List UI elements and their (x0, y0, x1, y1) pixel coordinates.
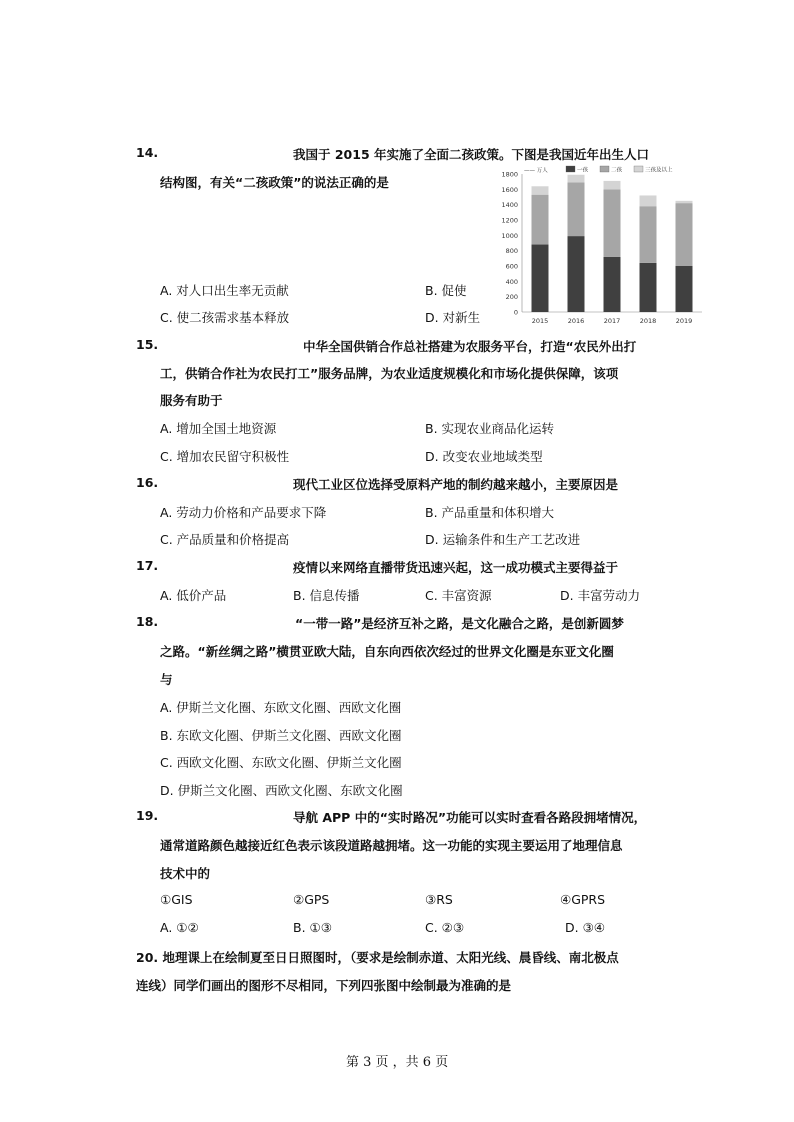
question-16-option-a: A. 劳动力价格和产品要求下降 (160, 505, 327, 520)
question-19-option-b: B. ①③ (293, 920, 332, 935)
question-15-option-b: B. 实现农业商品化运转 (425, 421, 555, 436)
question-14-option-c: C. 使二孩需求基本释放 (160, 310, 290, 325)
question-18-option-c: C. 西欧文化圈、东欧文化圈、伊斯兰文化圈 (160, 755, 402, 770)
bar-segment (640, 263, 657, 312)
legend-swatch (566, 166, 575, 172)
bar-segment (604, 257, 621, 312)
bar-segment (568, 236, 585, 312)
question-19-stem-line1: 导航 APP 中的“实时路况”功能可以实时查看各路段拥堵情况， (293, 810, 647, 825)
unit-label: —— 万人 (524, 168, 548, 174)
question-19-option-d: D. ③④ (565, 920, 605, 935)
x-tick-label: 2015 (531, 317, 549, 325)
question-17-option-a: A. 低价产品 (160, 588, 227, 603)
question-14-number: 14. (136, 145, 159, 160)
question-15-option-d: D. 改变农业地域类型 (425, 449, 543, 464)
question-14-stem-line1: 我国于 2015 年实施了全面二孩政策。下图是我国近年出生人口 (293, 147, 649, 162)
bar-segment (640, 206, 657, 263)
question-16-option-b: B. 产品重量和体积增大 (425, 505, 555, 520)
x-tick-label: 2018 (639, 317, 657, 325)
question-17-number: 17. (136, 558, 159, 573)
y-tick-label: 1200 (501, 216, 518, 225)
bar-segment (676, 266, 693, 312)
question-19-option-a: A. ①② (160, 920, 199, 935)
legend-swatch (634, 166, 643, 172)
bar-segment (676, 201, 693, 203)
y-tick-label: 600 (505, 262, 518, 271)
bar-segment (640, 195, 657, 206)
y-tick-label: 400 (505, 277, 518, 286)
question-15-stem-line2: 工，供销合作社为农民打工”服务品牌，为农业适度规模化和市场化提供保障，该项 (160, 366, 619, 381)
question-19-item-4: ④GPRS (560, 892, 606, 907)
bar-segment (568, 182, 585, 236)
legend-label: 二孩 (611, 167, 623, 174)
question-16-option-c: C. 产品质量和价格提高 (160, 532, 290, 547)
question-18-stem-line3: 与 (160, 672, 173, 687)
question-18-option-a: A. 伊斯兰文化圈、东欧文化圈、西欧文化圈 (160, 700, 402, 715)
question-19-item-3: ③RS (425, 892, 453, 907)
bar-segment (532, 186, 549, 194)
question-14-option-b: B. 促使 (425, 283, 467, 298)
birth-population-chart (488, 162, 710, 330)
question-18-stem-line1: “一带一路”是经济互补之路，是文化融合之路，是创新圆梦 (295, 616, 624, 631)
question-17-option-c: C. 丰富资源 (425, 588, 492, 603)
birth-population-chart-svg (488, 162, 710, 330)
bar-segment (604, 181, 621, 189)
question-19-option-c: C. ②③ (425, 920, 465, 935)
bar-segment (532, 195, 549, 245)
question-20-stem-line2: 连线）同学们画出的图形不尽相同，下列四张图中绘制最为准确的是 (136, 978, 512, 993)
question-14-option-d: D. 对新生 (425, 310, 481, 325)
question-16-stem: 现代工业区位选择受原料产地的制约越来越小，主要原因是 (293, 477, 619, 492)
question-19-stem-line2: 通常道路颜色越接近红色表示该段道路越拥堵。这一功能的实现主要运用了地理信息 (160, 838, 623, 853)
question-18-stem-line2: 之路。“新丝绸之路”横贯亚欧大陆，自东向西依次经过的世界文化圈是东亚文化圈 (160, 644, 614, 659)
x-tick-label: 2019 (675, 317, 693, 325)
question-14-stem-line2: 结构图，有关“二孩政策”的说法正确的是 (160, 175, 389, 190)
question-15-stem-line3: 服务有助于 (160, 393, 223, 408)
question-17-option-b: B. 信息传播 (293, 588, 360, 603)
question-15-option-a: A. 增加全国土地资源 (160, 421, 277, 436)
y-tick-label: 0 (513, 308, 518, 317)
x-tick-label: 2017 (603, 317, 621, 325)
legend-swatch (600, 166, 609, 172)
legend-label: 一孩 (577, 167, 589, 174)
y-tick-label: 1600 (501, 185, 518, 194)
x-tick-label: 2016 (567, 317, 585, 325)
question-19-item-1: ①GIS (160, 892, 193, 907)
bar-segment (568, 175, 585, 183)
question-20-stem-line1: 20. 地理课上在绘制夏至日日照图时，（要求是绘制赤道、太阳光线、晨昏线、南北极点 (136, 950, 619, 965)
bar-segment (676, 203, 693, 266)
question-19-item-2: ②GPS (293, 892, 330, 907)
bar-segment (604, 189, 621, 256)
question-15-option-c: C. 增加农民留守积极性 (160, 449, 290, 464)
y-tick-label: 1400 (501, 201, 518, 210)
question-17-option-d: D. 丰富劳动力 (560, 588, 641, 603)
y-tick-label: 1800 (501, 170, 518, 179)
question-18-number: 18. (136, 614, 159, 629)
y-tick-label: 1000 (501, 231, 518, 240)
question-19-number: 19. (136, 808, 159, 823)
bar-segment (532, 245, 549, 312)
question-15-number: 15. (136, 337, 159, 352)
legend-label: 三孩及以上 (645, 167, 673, 174)
question-16-option-d: D. 运输条件和生产工艺改进 (425, 532, 581, 547)
question-19-stem-line3: 技术中的 (160, 866, 211, 881)
question-14-option-a: A. 对人口出生率无贡献 (160, 283, 289, 298)
question-18-option-b: B. 东欧文化圈、伊斯兰文化圈、西欧文化圈 (160, 728, 402, 743)
page-footer: 第 3 页 ，共 6 页 (346, 1055, 449, 1070)
question-18-option-d: D. 伊斯兰文化圈、西欧文化圈、东欧文化圈 (160, 783, 403, 798)
y-tick-label: 200 (505, 293, 518, 302)
y-tick-label: 800 (505, 247, 518, 256)
question-15-stem-line1: 中华全国供销合作总社搭建为农服务平台，打造“农民外出打 (303, 339, 637, 354)
question-16-number: 16. (136, 475, 159, 490)
question-17-stem: 疫情以来网络直播带货迅速兴起，这一成功模式主要得益于 (293, 560, 619, 575)
